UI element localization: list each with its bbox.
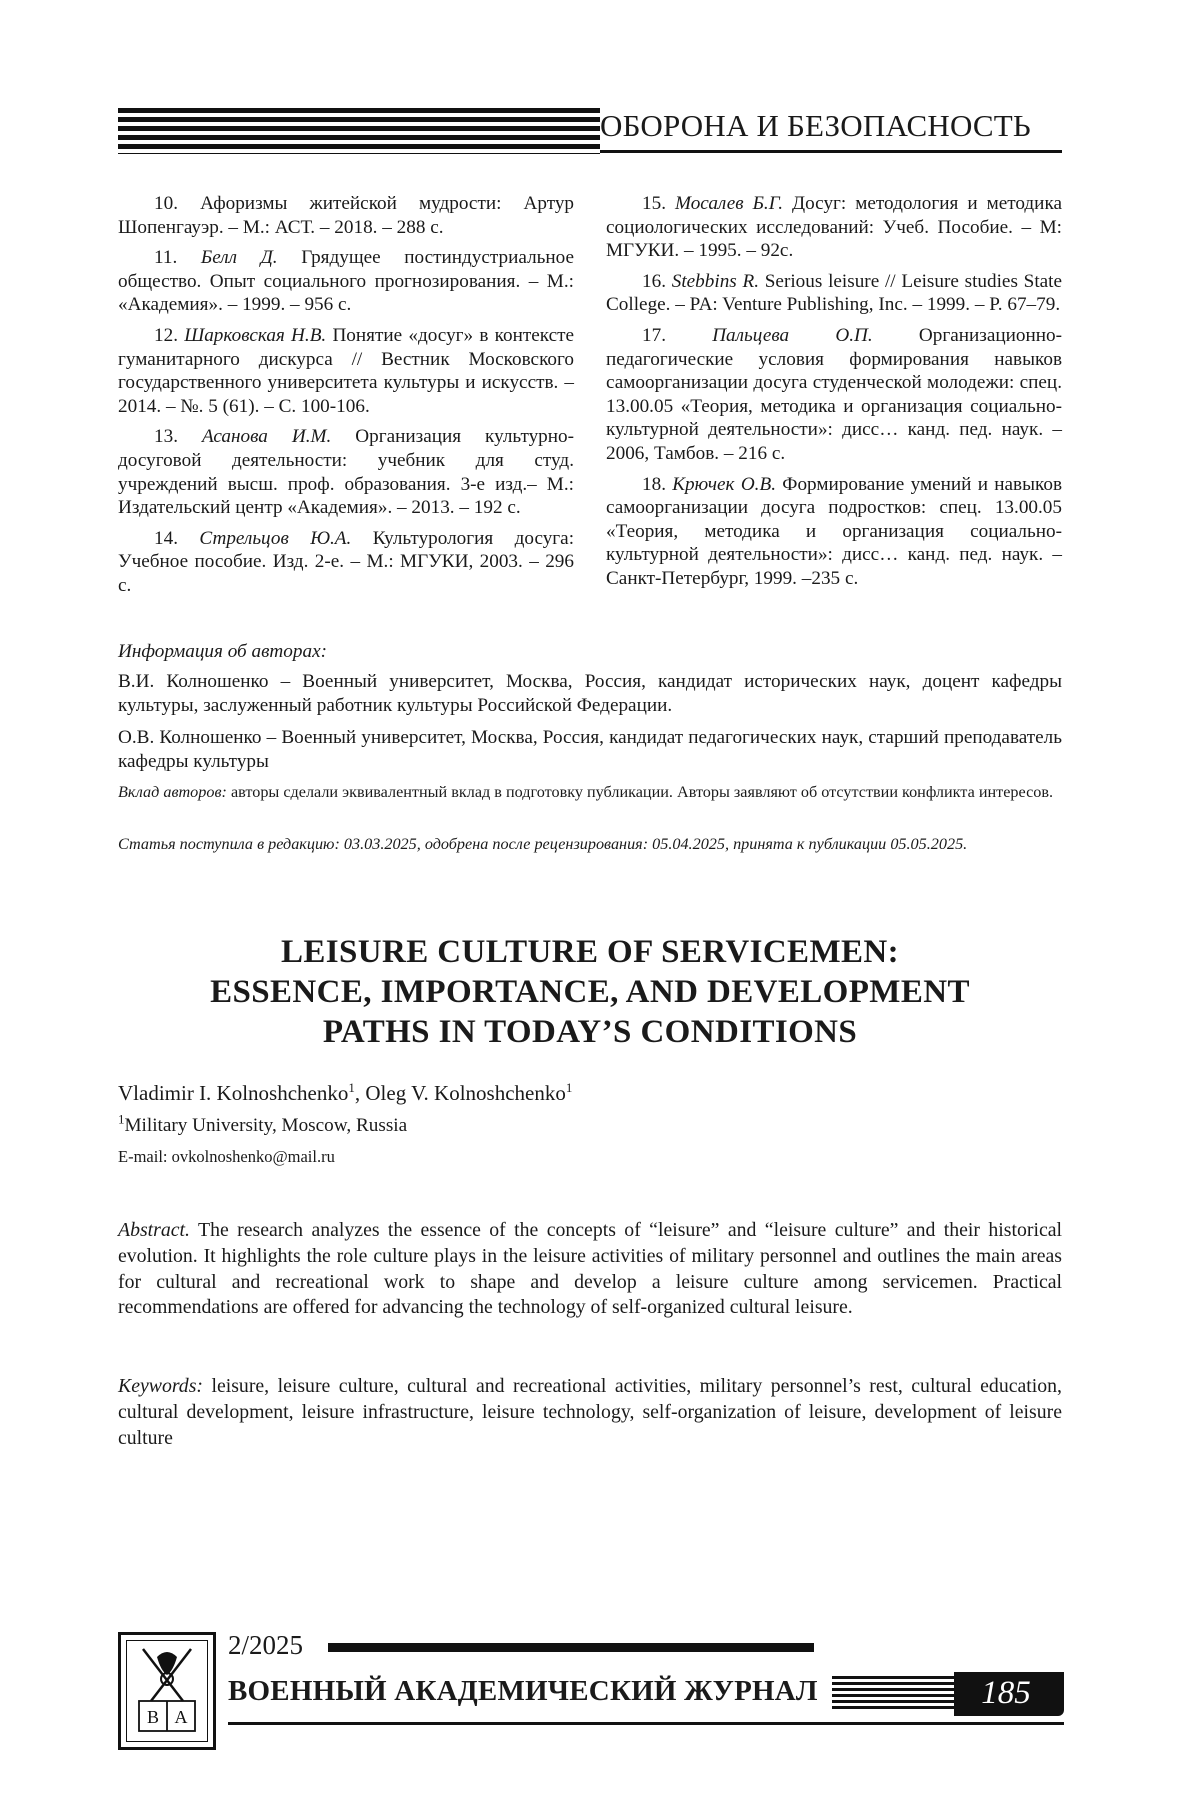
- authors-info-heading: Информация об авторах:: [118, 641, 327, 662]
- reference-author: Стрельцов Ю.А.: [199, 527, 352, 549]
- reference-text: Грядущее постиндустриальное общество. Опыт социального прогнозирования. – М.: «Академия». – 1999. – 956 с.: [118, 247, 575, 316]
- running-header: [118, 104, 1062, 158]
- title-line-2: ESSENCE, IMPORTANCE, AND DEVELOPMENT: [210, 974, 970, 1010]
- logo-letter-1: В: [146, 1707, 160, 1727]
- author-1-info: В.И. Колношенко – Военный университет, Москва, Россия, кандидат исторических наук, доцент кафедры культуры, заслуженный работник культуры Российской Федерации.: [118, 671, 1062, 716]
- header-decorative-lines: [118, 108, 600, 154]
- reference-text: Формирование умений и навыков самоорганизации досуга подростков: спец. 13.00.05 «Теория, методика и организация социально-культурной деятельности»: дисс… канд. пед. наук. –Санкт-Петербург, 1999. –235 с.: [606, 473, 1063, 589]
- reference-text: Досуг: методология и методика социологических исследований: Учеб. Пособие. – М: МГУКИ. – 1995. – 92с.: [606, 193, 1063, 262]
- reference-text: Понятие «досуг» в контексте гуманитарного дискурса // Вестник Московского государственного университета культуры и искусств. – 2014. – №. 5 (61). – С. 100-106.: [118, 324, 574, 417]
- contribution-text: авторы сделали эквивалентный вклад в подготовку публикации. Авторы заявляют об отсутствии конфликта интересов.: [230, 783, 1054, 801]
- reference-text: Культурология досуга: Учебное пособие. Изд. 2-е. – М.: МГУКИ, 2003. – 296 с.: [118, 527, 575, 596]
- reference-item: [606, 192, 1062, 263]
- logo-letter-2: А: [174, 1707, 188, 1727]
- reference-item: [118, 527, 574, 598]
- contribution-note: [118, 782, 1062, 802]
- reference-number: 16.: [642, 270, 666, 292]
- reference-item: [118, 425, 574, 519]
- abstract: [118, 1218, 1062, 1321]
- reference-author: Крючек О.В.: [672, 473, 776, 495]
- footer-decorative-lines: [832, 1676, 954, 1710]
- reference-author: Мосалев Б.Г.: [675, 193, 783, 214]
- article-authors: [118, 1080, 572, 1106]
- reference-number: 14.: [154, 527, 178, 549]
- references-left-column: [118, 192, 574, 605]
- author-name: Oleg V. Kolnoshchenko: [365, 1081, 566, 1105]
- affiliation-marker: 1: [118, 1111, 125, 1127]
- reference-number: 18.: [642, 473, 666, 495]
- article-title: [118, 932, 1062, 1052]
- abstract-label: Abstract.: [118, 1219, 190, 1241]
- contribution-label: Вклад авторов:: [118, 783, 227, 801]
- article-dates: Статья поступила в редакцию: 03.03.2025, одобрена после рецензирования: 05.04.2025, принята к публикации 05.05.2025.: [118, 835, 968, 853]
- reference-text: Serious leisure // Leisure studies State College. – PA: Venture Publishing, Inc. – 1999. – P. 67–79.: [606, 270, 1063, 316]
- reference-item: [118, 246, 574, 317]
- issue-number: 2/2025: [228, 1630, 304, 1660]
- abstract-text: The research analyzes the essence of the concepts of “leisure” and “leisure culture” and their historical evolution. It highlights the role culture plays in the leisure activities of military personnel and outlines the main areas for cultural and recreational work to shape and develop a leisure culture among servicemen. Practical recommendations are offered for advancing the technology of self-organized cultural leisure.: [118, 1219, 1062, 1319]
- keywords-label: Keywords:: [118, 1375, 203, 1397]
- reference-text: Организационно-педагогические условия формирования навыков самоорганизации досуга студенческой молодежи: спец. 13.00.05 «Теория, методика и организация социально-культурной деятельности»: дисс… канд. пед. наук. –2006, Тамбов. – 216 с.: [606, 324, 1062, 464]
- author-name: Vladimir I. Kolnoshchenko: [118, 1081, 349, 1105]
- reference-number: 15.: [642, 193, 666, 214]
- journal-name: ВОЕННЫЙ АКАДЕМИЧЕСКИЙ ЖУРНАЛ: [228, 1675, 818, 1707]
- reference-number: 17.: [642, 324, 666, 346]
- reference-item: [606, 473, 1062, 591]
- affiliation-marker: 1: [565, 1080, 573, 1095]
- page-number: 185: [981, 1675, 1031, 1711]
- affiliation-marker: 1: [348, 1080, 355, 1095]
- keywords-text: leisure, leisure culture, cultural and recreational activities, military personnel’s rest, cultural education, cultural development, leisure infrastructure, leisure technology, self-organization of leisure, development of leisure culture: [118, 1375, 1062, 1449]
- reference-author: Белл Д.: [200, 247, 278, 269]
- reference-text: Афоризмы житейской мудрости: Артур Шопенгауэр. – М.: АСТ. – 2018. – 288 с.: [118, 193, 575, 238]
- reference-number: 10.: [154, 193, 178, 214]
- reference-author: Stebbins R.: [671, 270, 760, 292]
- keywords: [118, 1374, 1062, 1451]
- logo-emblem-icon: [121, 1635, 213, 1747]
- author-2-info: О.В. Колношенко – Военный университет, Москва, Россия, кандидат педагогических наук, старший преподаватель кафедры культуры: [118, 727, 1062, 772]
- issue-bar: [328, 1643, 814, 1652]
- section-title: ОБОРОНА И БЕЗОПАСНОСТЬ: [600, 108, 1031, 143]
- journal-logo: [118, 1632, 216, 1750]
- reference-author: Пальцева О.П.: [712, 324, 873, 346]
- reference-number: 11.: [154, 247, 178, 269]
- reference-number: 13.: [154, 426, 178, 448]
- affiliation: [118, 1111, 408, 1138]
- contact-email: E-mail: ovkolnoshenko@mail.ru: [118, 1147, 335, 1166]
- reference-item: [606, 270, 1062, 317]
- title-line-1: LEISURE CULTURE OF SERVICEMEN:: [280, 934, 900, 970]
- author-separator: ,: [354, 1081, 366, 1105]
- title-line-3: PATHS IN TODAY’S CONDITIONS: [322, 1014, 858, 1050]
- affiliation-text: Military University, Moscow, Russia: [124, 1115, 408, 1136]
- reference-text: Организация культурно-досуговой деятельности: учебник для студ. учреждений высш. проф. образования. 3-е изд.– М.: Издательский центр «Академия». – 2013. – 192 с.: [118, 426, 575, 519]
- reference-author: Асанова И.М.: [201, 426, 332, 448]
- reference-item: [118, 192, 574, 239]
- header-rule: [600, 150, 1062, 153]
- reference-item: [118, 324, 574, 418]
- reference-author: Шарковская Н.В.: [184, 324, 327, 346]
- reference-number: 12.: [154, 324, 178, 346]
- footer-rule: [228, 1722, 1064, 1725]
- reference-item: [606, 324, 1062, 466]
- references-right-column: [606, 192, 1062, 598]
